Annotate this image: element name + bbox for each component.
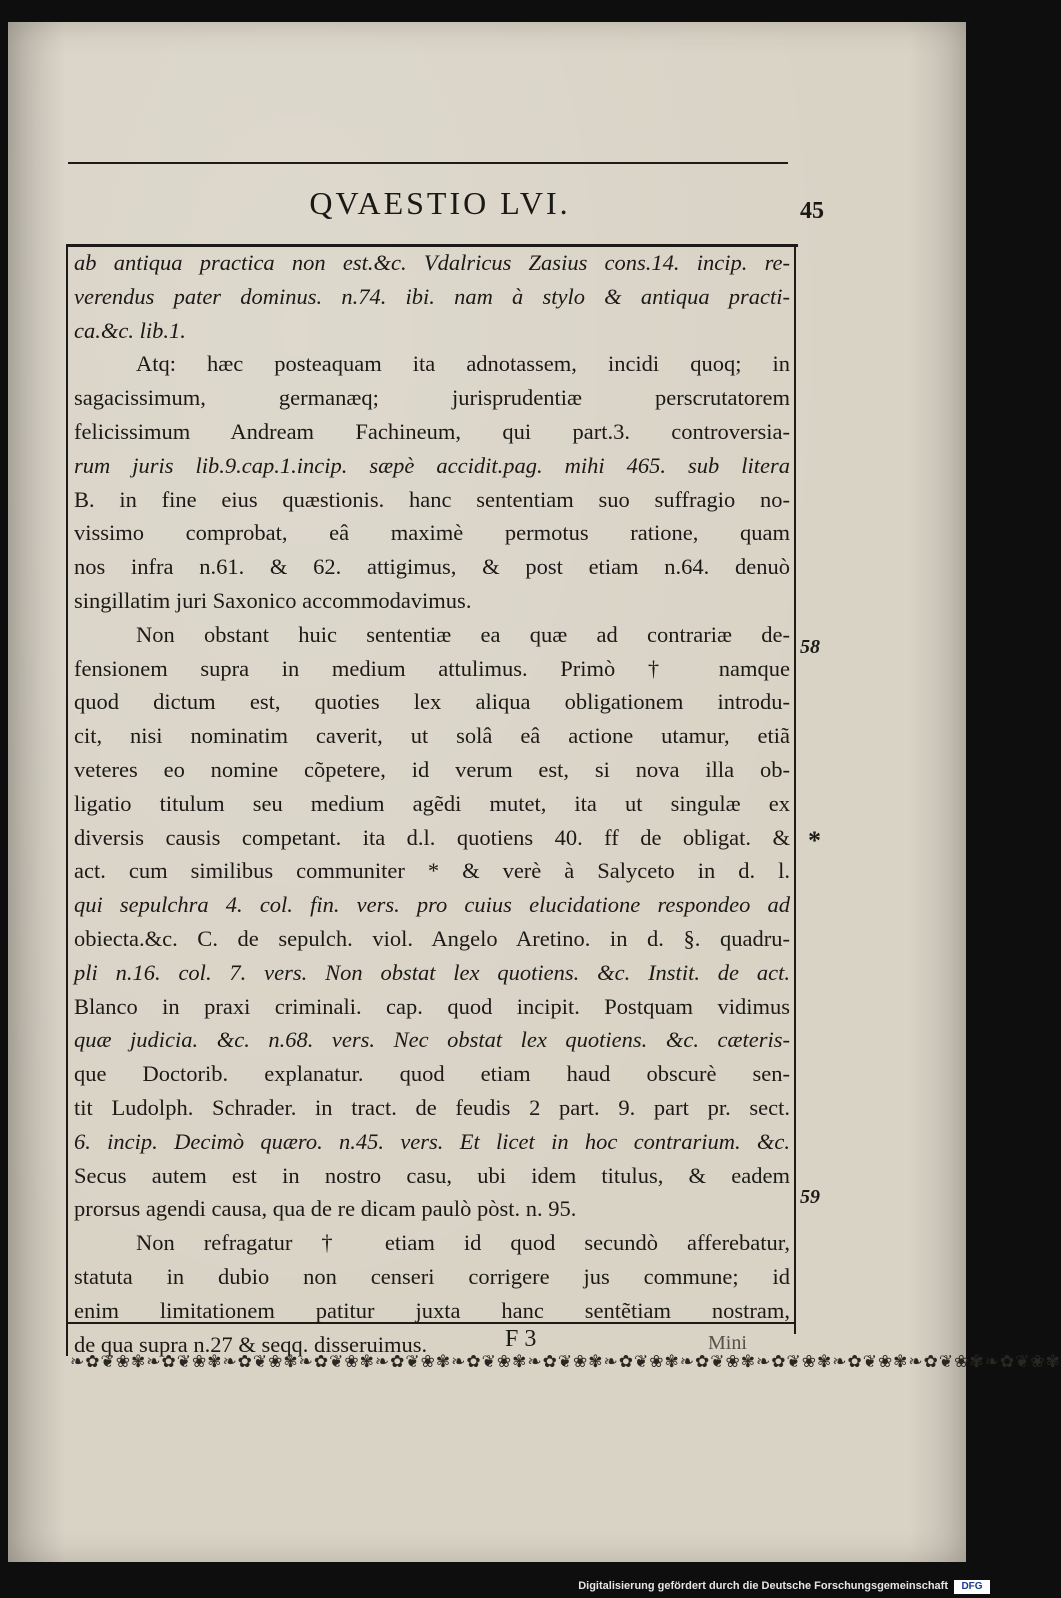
frame-left-rule [66, 244, 68, 1356]
text-line: diversis causis competant. ita d.l. quotiens 40. ff de obligat. & [74, 824, 790, 850]
page-number: 45 [800, 198, 824, 224]
text-line: ligatio titulum seu medium agẽdi mutet, ita ut singulæ ex [74, 790, 790, 816]
text-line: de qua supra n.27 & seqq. disseruimus. [74, 1331, 428, 1357]
text-line: Atq: hæc posteaquam ita adnotassem, incidi quoq; in [136, 351, 790, 377]
text-line: que Doctorib. explanatur. quod etiam haud obscurè sen- [74, 1061, 790, 1087]
text-line: Blanco in praxi criminali. cap. quod incipit. Postquam vidimus [74, 993, 790, 1019]
text-line: act. cum similibus communiter * & verè à Salyceto in d. l. [74, 858, 790, 884]
text-line: B. in fine eius quæstionis. hanc sententiam suo suffragio no- [74, 486, 790, 512]
main-text-block [74, 246, 790, 1361]
text-line: 6. incip. Decimò quæro. n.45. vers. Et licet in hoc contrarium. &c. [74, 1128, 790, 1154]
signature-mark: F 3 [505, 1326, 537, 1352]
margin-note-59: 59 [800, 1186, 820, 1208]
text-line: Secus autem est in nostro casu, ubi idem titulus, & eadem [74, 1162, 790, 1188]
page-running-title: QVAESTIO LVI. [309, 185, 571, 221]
text-line: verendus pater dominus. n.74. ibi. nam à stylo & antiqua practi- [74, 283, 790, 309]
text-line: ca.&c. lib.1. [74, 317, 186, 343]
text-line: pli n.16. col. 7. vers. Non obstat lex quotiens. &c. Instit. de act. [74, 959, 790, 985]
catchword: Mini [708, 1332, 747, 1354]
text-line: prorsus agendi causa, qua de re dicam paulò pòst. n. 95. [74, 1196, 577, 1222]
printers-ornament-border: ❧✿❦❀✾❧✿❦❀✾❧✿❦❀✾❧✿❦❀✾❧✿❦❀✾❧✿❦❀✾❧✿❦❀✾❧✿❦❀✾❧✿❦❀✾❧✿❦❀✾❧✿❦❀✾❧✿❦❀✾❧✿❦❀✾ [70, 1352, 1061, 1371]
digitization-credit: Digitalisierung gefördert durch die Deutsche Forschungsgemeinschaft [578, 1580, 948, 1592]
header-rule-top [68, 162, 788, 164]
text-line: rum juris lib.9.cap.1.incip. sæpè accidit.pag. mihi 465. sub litera [74, 452, 790, 478]
frame-right-rule [794, 244, 796, 1334]
text-line: Non refragatur † etiam id quod secundò afferebatur, [136, 1230, 790, 1256]
text-line: fensionem supra in medium attulimus. Primò † namque [74, 655, 790, 681]
text-line: veteres eo nomine cõpetere, id verum est, si nova illa ob- [74, 756, 790, 782]
text-line: enim limitationem patitur juxta hanc sentẽtiam nostram, [74, 1297, 790, 1323]
margin-note-58: 58 [800, 636, 820, 658]
dfg-logo: DFG [954, 1580, 990, 1594]
text-line: tit Ludolph. Schrader. in tract. de feudis 2 part. 9. part pr. sect. [74, 1094, 790, 1120]
text-line: Non obstant huic sententiæ ea quæ ad contrariæ de- [136, 621, 790, 647]
text-line: sagacissimum, germanæq; jurisprudentiæ perscrutatorem [74, 385, 790, 411]
text-line: obiecta.&c. C. de sepulch. viol. Angelo Aretino. in d. §. quadru- [74, 925, 790, 951]
text-line: cit, nisi nominatim caverit, ut solâ eâ actione utamur, etiã [74, 723, 790, 749]
text-line: quæ judicia. &c. n.68. vers. Nec obstat lex quotiens. &c. cæteris- [74, 1027, 790, 1053]
text-line: qui sepulchra 4. col. fin. vers. pro cuius elucidatione respondeo ad [74, 892, 790, 918]
text-line: vissimo comprobat, eâ maximè permotus ratione, quam [74, 520, 790, 546]
text-line: quod dictum est, quoties lex aliqua obligationem introdu- [74, 689, 790, 715]
margin-note-asterisk: * [808, 826, 821, 855]
text-line: ab antiqua practica non est.&c. Vdalricus Zasius cons.14. incip. re- [74, 250, 790, 275]
text-line: nos infra n.61. & 62. attigimus, & post etiam n.64. denuò [74, 554, 790, 580]
text-line: singillatim juri Saxonico accommodavimus. [74, 587, 472, 613]
text-line: felicissimum Andream Fachineum, qui part.3. controversia- [74, 418, 790, 444]
text-line: statuta in dubio non censeri corrigere jus commune; id [74, 1263, 790, 1289]
